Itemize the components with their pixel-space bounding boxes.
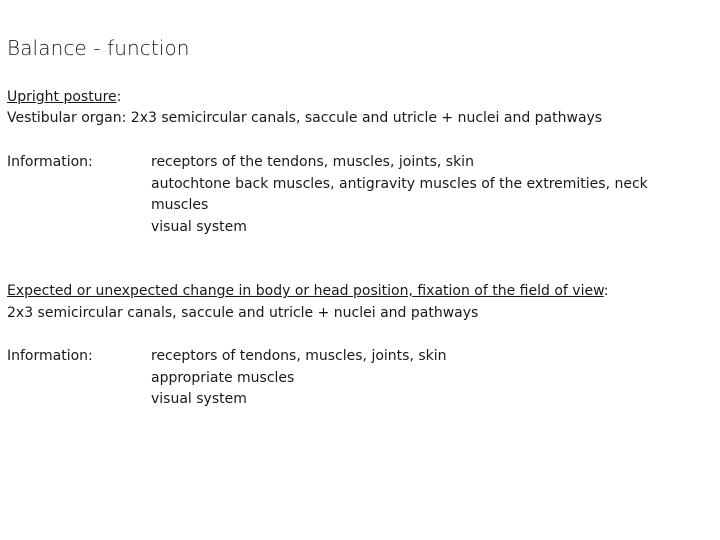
section2-heading-line (7, 281, 608, 302)
section2-heading-suffix: : (603, 283, 609, 299)
list-item: visual system (151, 218, 247, 235)
list-item: receptors of tendons, muscles, joints, skin (151, 348, 447, 364)
section2-description: 2x3 semicircular canals, saccule and utricle + nuclei and pathways (7, 305, 479, 321)
list-item: autochtone back muscles, antigravity muscles of the extremities, neck (151, 175, 648, 192)
slide-title: Balance - function (7, 36, 190, 60)
list-item: receptors of the tendons, muscles, joints, skin (151, 154, 474, 170)
section1-info-list (151, 152, 681, 238)
section1-heading-line (7, 87, 121, 108)
list-item: muscles (151, 197, 209, 213)
section2-info-label: Information: (7, 348, 93, 364)
section2-heading: Expected or unexpected change in body or head position, fixation of the field of view (7, 283, 604, 299)
section1-heading-suffix: : (116, 89, 122, 105)
section1-heading: Upright posture (7, 89, 117, 105)
section2-info-list (151, 346, 681, 411)
list-item: appropriate muscles (151, 369, 295, 386)
section1-info-label: Information: (7, 154, 93, 170)
section1-description: Vestibular organ: 2x3 semicircular canals, saccule and utricle + nuclei and pathways (7, 110, 603, 126)
list-item: visual system (151, 391, 247, 407)
